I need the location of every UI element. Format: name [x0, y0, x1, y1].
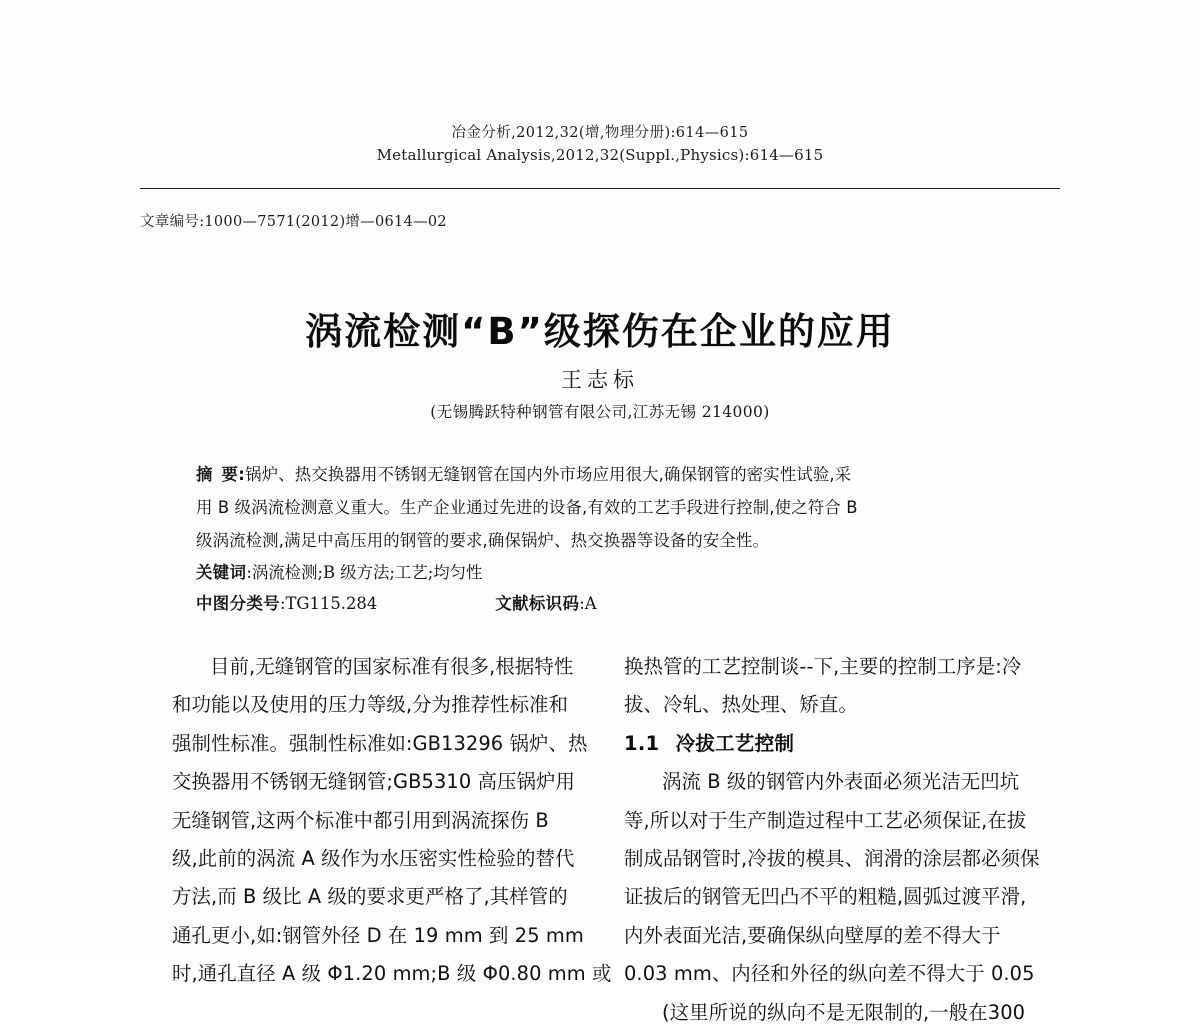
body-line: 强制性标准。强制性标准如:GB13296 锅炉、热 — [172, 731, 588, 755]
abstract-text-line-2: 用 B 级涡流检测意义重大。生产企业通过先进的设备,有效的工艺手段进行控制,使之符合 B — [196, 498, 858, 517]
keywords-label: 关键词 — [196, 563, 247, 582]
body-line: 涡流 B 级的钢管内外表面必须光洁无凹坑 — [662, 770, 1020, 794]
body-line: 交换器用不锈钢无缝钢管;GB5310 高压锅炉用 — [172, 770, 576, 794]
classification-line — [196, 588, 1024, 619]
body-line: 0.03 mm、内径和外径的纵向差不得大于 0.05 — [624, 962, 1035, 986]
body-line: 通孔更小,如:钢管外径 D 在 19 mm 到 25 mm — [172, 923, 584, 947]
section-heading-text: 冷拔工艺控制 — [675, 731, 795, 755]
abstract-label-second: 要 — [221, 465, 239, 484]
abstract-block — [196, 458, 1024, 619]
abstract-line — [196, 458, 1024, 491]
body-columns — [172, 648, 1060, 1024]
keywords-line — [196, 557, 1024, 588]
body-line: 级,此前的涡流 A 级作为水压密实性检验的替代 — [172, 847, 575, 871]
running-head-chinese: 冶金分析,2012,32(增,物理分册):614—615 — [451, 125, 749, 141]
section-heading — [624, 725, 1052, 763]
page-title: 涡流检测“B”级探伤在企业的应用 — [305, 309, 895, 353]
body-line: 目前,无缝钢管的国家标准有很多,根据特性 — [210, 655, 574, 678]
author-affiliation: (无锡腾跃特种钢管有限公司,江苏无锡 214000) — [430, 403, 770, 421]
right-column — [624, 648, 1052, 1024]
document-code-value: :A — [579, 594, 597, 613]
body-line: 等,所以对于生产制造过程中工艺必须保证,在拔 — [624, 808, 1027, 832]
body-line: 拔、冷轧、热处理、矫直。 — [624, 693, 858, 717]
body-line: 制成品钢管时,冷拔的模具、润滑的涂层都必须保 — [624, 847, 1040, 871]
classification-label: 中图分类号 — [196, 594, 280, 613]
body-line: 方法,而 B 级比 A 级的要求更严格了,其样管的 — [172, 885, 568, 909]
classification-value: :TG115.284 — [279, 594, 378, 613]
body-line: 换热管的工艺控制谈--下,主要的控制工序是:冷 — [624, 655, 1022, 678]
header-divider-rule — [140, 188, 1060, 189]
running-head — [0, 122, 1200, 168]
document-code-label: 文献标识码 — [495, 594, 580, 613]
abstract-text-line-3: 级涡流检测,满足中高压用的钢管的要求,确保锅炉、热交换器等设备的安全性。 — [196, 531, 770, 550]
body-line: 无缝钢管,这两个标准中都引用到涡流探伤 B — [172, 808, 549, 832]
abstract-colon: : — [238, 465, 246, 484]
body-line: 时,通孔直径 A 级 Φ1.20 mm;B 级 Φ0.80 mm 或 — [172, 962, 612, 986]
body-line: 和功能以及使用的压力等级,分为推荐性标准和 — [172, 693, 569, 717]
author-name: 王志标 — [561, 368, 639, 392]
running-head-english: Metallurgical Analysis,2012,32(Suppl.,Physics):614—615 — [376, 146, 824, 165]
abstract-line — [196, 524, 1024, 557]
keywords-value: :涡流检测;B 级方法;工艺;均匀性 — [246, 563, 483, 582]
body-line: 内外表面光洁,要确保纵向壁厚的差不得大于 — [624, 923, 1001, 947]
body-line: 证拔后的钢管无凹凸不平的粗糙,圆弧过渡平滑, — [624, 885, 1027, 909]
body-line: (这里所说的纵向不是无限制的,一般在300 — [662, 1000, 1026, 1024]
abstract-line — [196, 491, 1024, 524]
left-column — [172, 648, 612, 986]
section-number: 1.1 — [624, 731, 660, 755]
abstract-label: 摘 — [196, 465, 222, 484]
abstract-text-line-1: 锅炉、热交换器用不锈钢无缝钢管在国内外市场应用很大,确保钢管的密实性试验,采 — [245, 465, 852, 484]
article-number: 文章编号:1000—7571(2012)增—0614—02 — [140, 214, 447, 230]
